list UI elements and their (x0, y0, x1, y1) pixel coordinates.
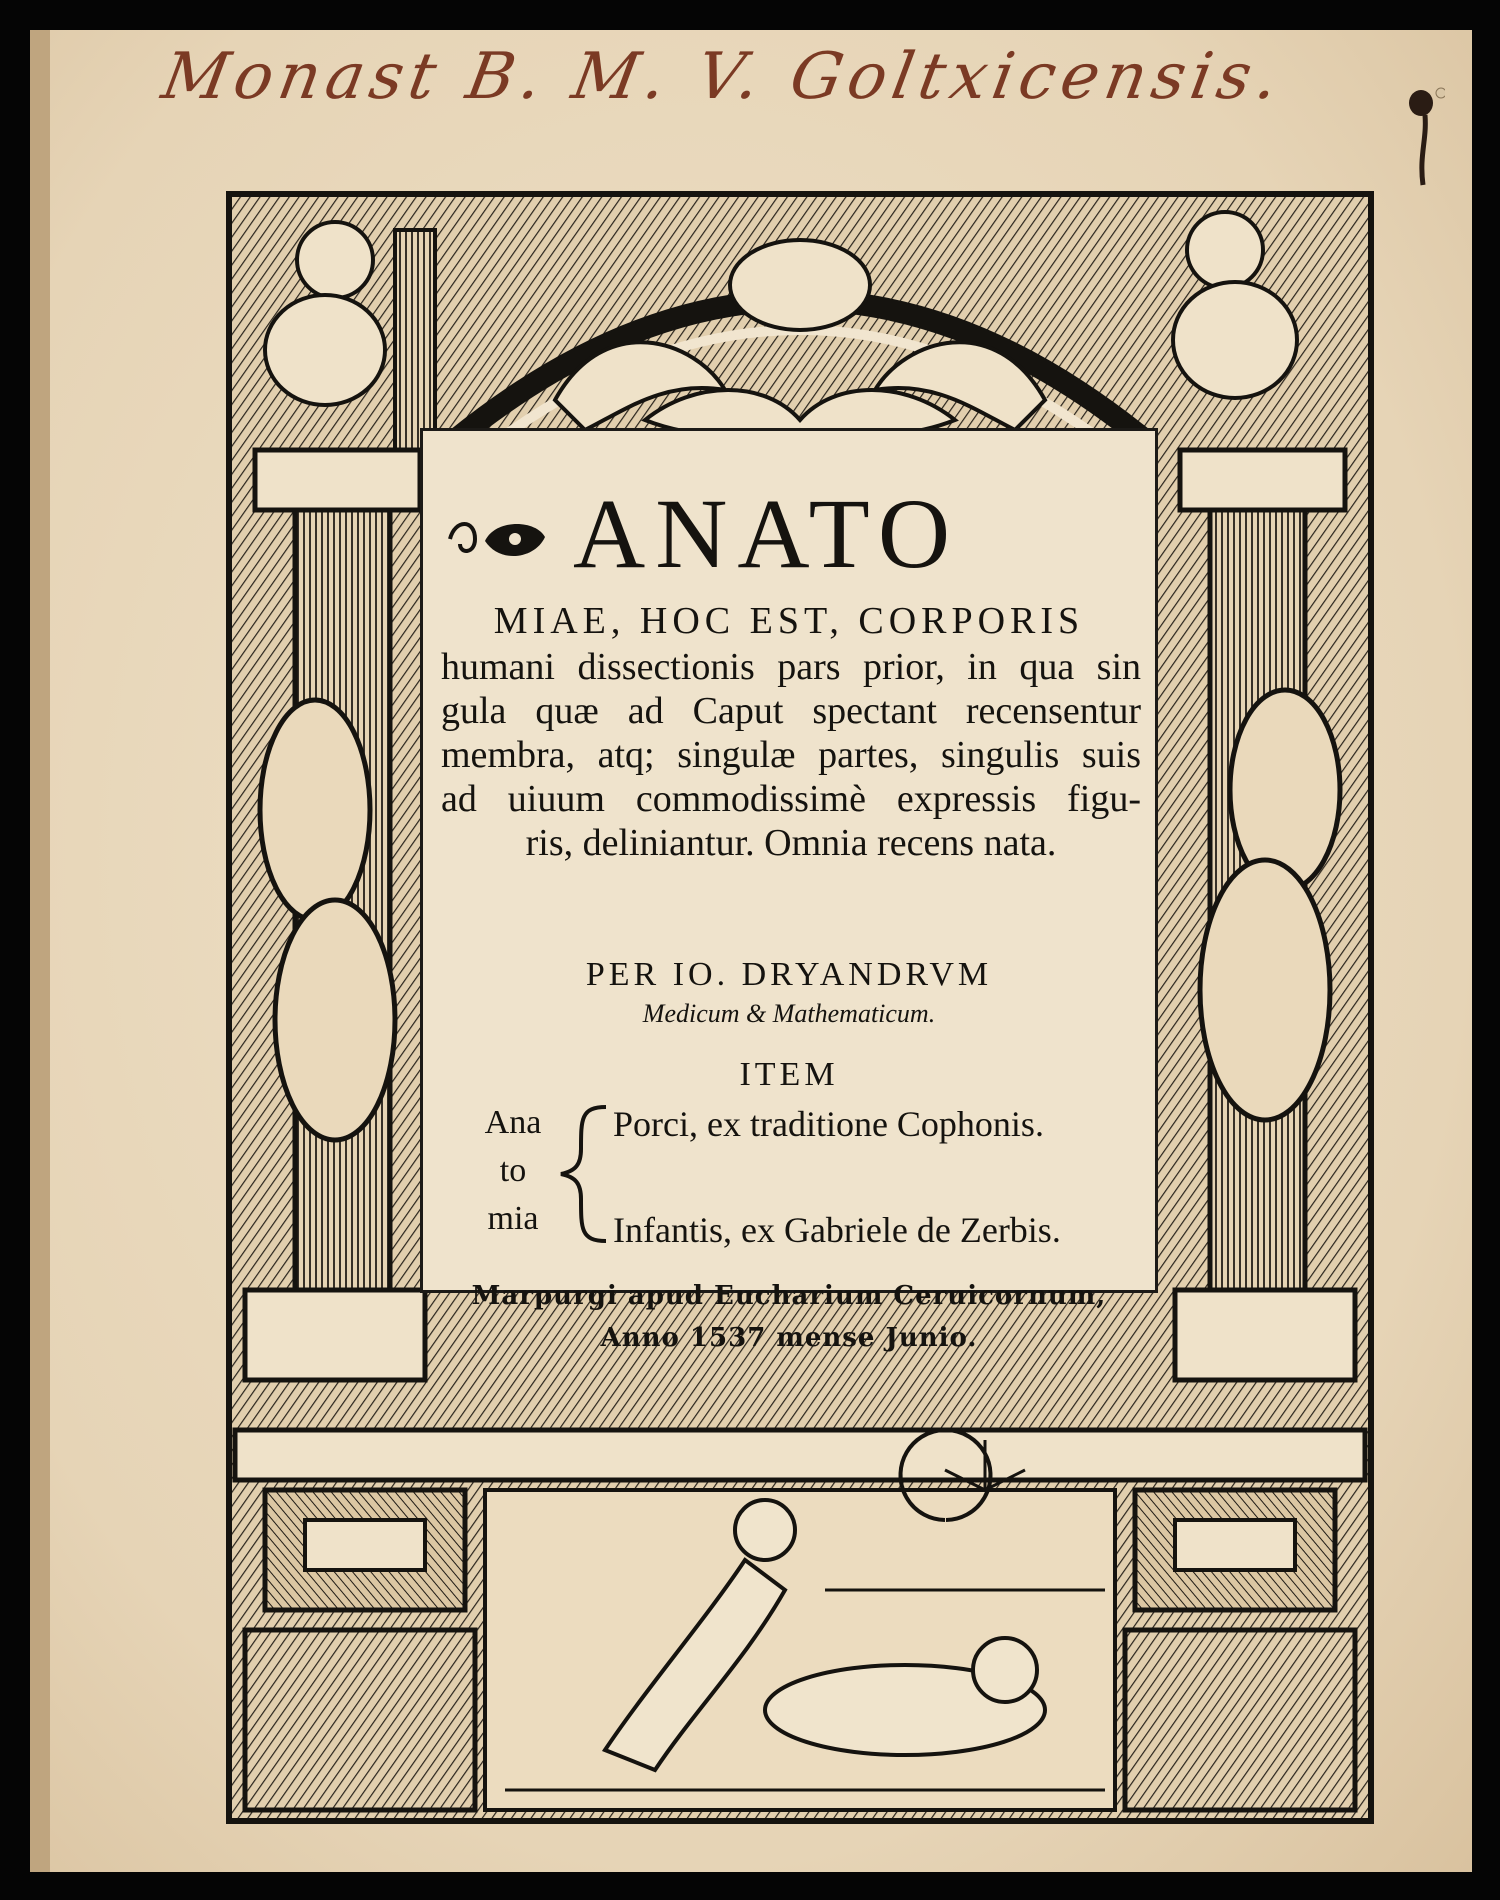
title-row (423, 479, 1155, 589)
title-body-line: humani dissectionis pars prior, in qua sin (441, 646, 1141, 688)
author-line: PER IO. DRYANDRVM (585, 956, 993, 993)
title-body-line: membra, atq; singulæ partes, singulis suis (441, 734, 1141, 776)
title-body-line: ad uiuum commodissimè expressis figu- (441, 778, 1141, 820)
title-body-line: ris, deliniantur. Omnia recens nata. (525, 822, 1057, 864)
anatomia-label (473, 1099, 553, 1243)
item-heading: ITEM (739, 1056, 839, 1093)
imprint-line-2: Anno 1537 mense Junio. (600, 1323, 978, 1353)
title-main: ANATO (573, 478, 961, 589)
part-infantis: Infantis, ex Gabriele de Zerbis. (613, 1210, 1061, 1250)
title-caps-line: MIAE, HOC EST, CORPORIS (493, 600, 1085, 642)
part-porci: Porci, ex traditione Cophonis. (613, 1104, 1044, 1144)
curly-brace-icon (551, 1099, 611, 1249)
anatomia-syllable: mia (487, 1200, 539, 1237)
anatomia-syllable: Ana (484, 1104, 542, 1141)
anatomia-syllable: to (499, 1152, 527, 1189)
title-body-line: gula quæ ad Caput spectant recensentur (441, 690, 1141, 732)
title-page (30, 30, 1472, 1872)
imprint-line-1: Marpurgi apud Eucharium Ceruicornum, (471, 1281, 1107, 1311)
provenance-inscription: Monast B. M. V. Goltxicensis. (156, 40, 1290, 114)
title-panel (420, 428, 1158, 1353)
ink-blot-icon (1405, 85, 1445, 195)
author-profession: Medicum & Mathematicum. (642, 999, 936, 1028)
fleuron-icon (445, 509, 555, 569)
